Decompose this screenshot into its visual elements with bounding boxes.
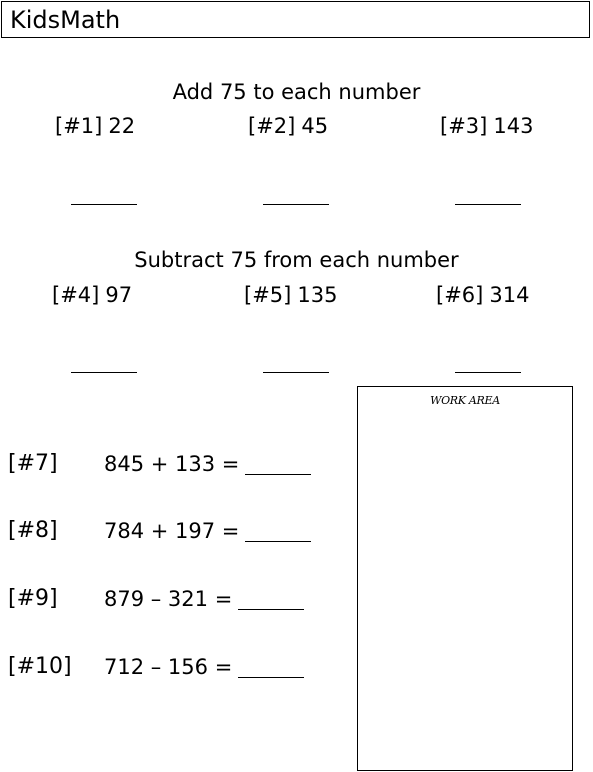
problem-1 — [55, 114, 135, 138]
problem-10-equation — [104, 655, 304, 679]
subtract-section-title: Subtract 75 from each number — [134, 248, 459, 272]
problem-9-equation — [104, 587, 304, 611]
problem-value: 45 — [301, 114, 329, 138]
work-area-box[interactable] — [357, 386, 573, 771]
problem-9-label: [#9] — [8, 586, 58, 611]
problem-10-label: [#10] — [8, 654, 72, 679]
equation-text: 879 – 321 = — [104, 587, 233, 611]
problem-7-equation — [104, 452, 311, 476]
app-title: KidsMath — [1, 1, 590, 38]
problem-3 — [440, 114, 533, 138]
answer-blank-4[interactable] — [71, 372, 137, 373]
problem-7-label: [#7] — [8, 451, 58, 476]
answer-blank-10[interactable] — [238, 677, 304, 678]
equation-text: 845 + 133 = — [104, 452, 240, 476]
add-section-title: Add 75 to each number — [172, 80, 421, 104]
equation-text: 712 – 156 = — [104, 655, 233, 679]
problem-label: [#2] — [248, 114, 296, 138]
problem-label: [#6] — [436, 283, 484, 307]
problem-value: 143 — [493, 114, 534, 138]
problem-value: 22 — [108, 114, 136, 138]
problem-2 — [248, 114, 328, 138]
answer-blank-7[interactable] — [245, 474, 311, 475]
answer-blank-3[interactable] — [455, 204, 521, 205]
equation-text: 784 + 197 = — [104, 519, 240, 543]
problem-5 — [244, 283, 337, 307]
answer-blank-5[interactable] — [263, 372, 329, 373]
problem-value: 135 — [297, 283, 338, 307]
problem-4 — [52, 283, 132, 307]
problem-value: 314 — [489, 283, 530, 307]
answer-blank-1[interactable] — [71, 204, 137, 205]
problem-8-equation — [104, 519, 311, 543]
problem-value: 97 — [105, 283, 133, 307]
answer-blank-8[interactable] — [245, 541, 311, 542]
answer-blank-6[interactable] — [455, 372, 521, 373]
answer-blank-9[interactable] — [238, 609, 304, 610]
work-area-label: WORK AREA — [430, 394, 500, 407]
problem-label: [#1] — [55, 114, 103, 138]
problem-label: [#4] — [52, 283, 100, 307]
problem-label: [#3] — [440, 114, 488, 138]
problem-label: [#5] — [244, 283, 292, 307]
problem-6 — [436, 283, 529, 307]
answer-blank-2[interactable] — [263, 204, 329, 205]
problem-8-label: [#8] — [8, 518, 58, 543]
